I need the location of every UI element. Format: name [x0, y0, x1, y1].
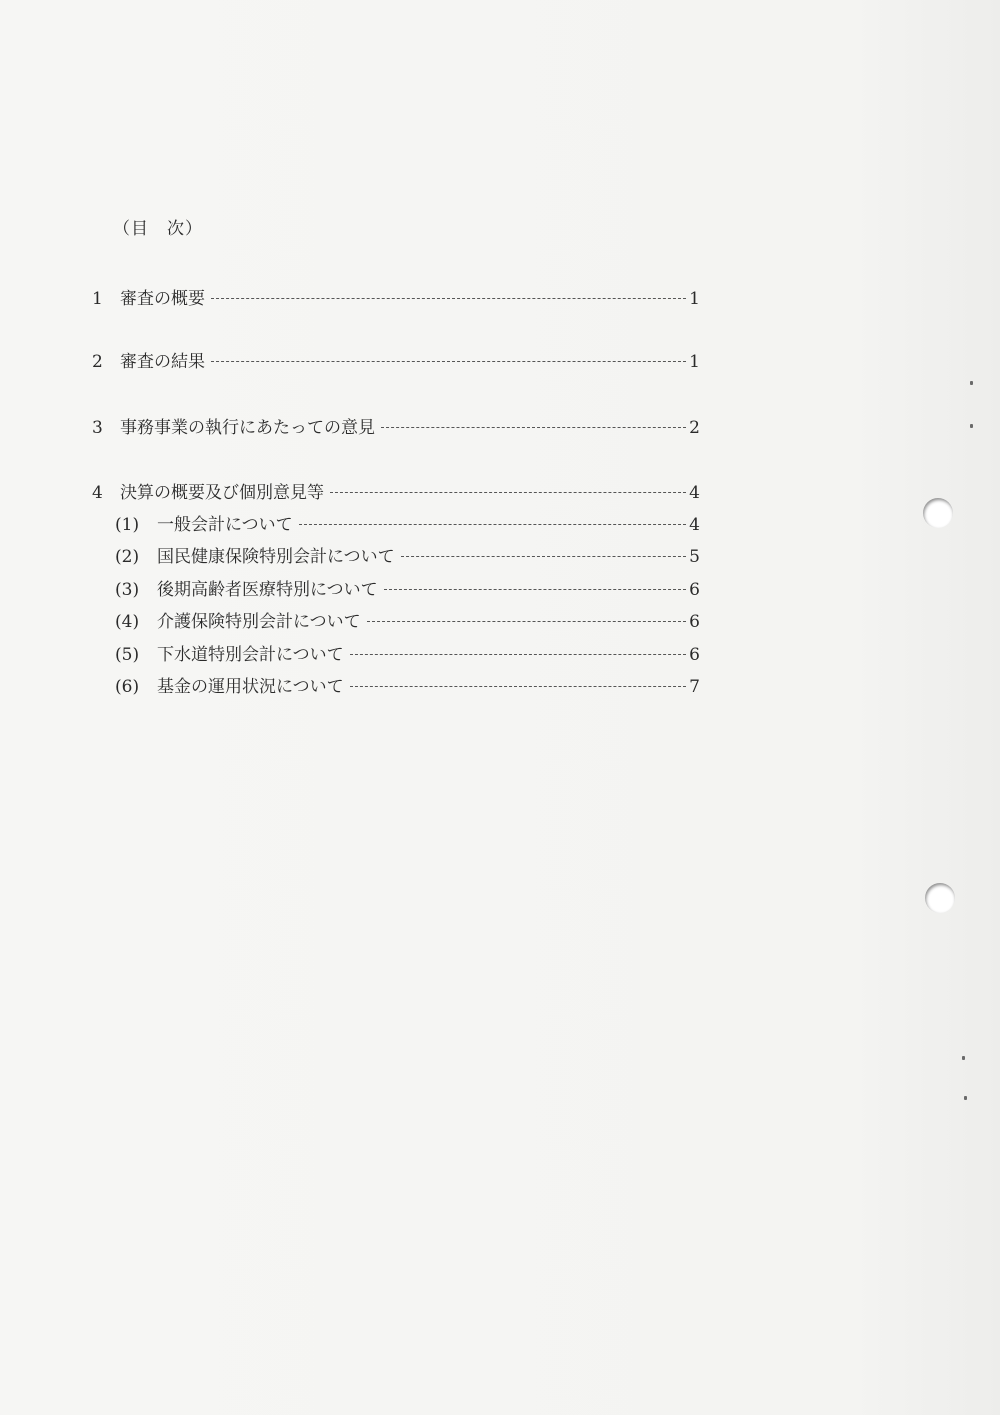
toc-subentry-label: 介護保険特別会計について: [157, 612, 361, 632]
toc-subentry-number: (6): [115, 677, 140, 697]
toc-entry-number: 4: [92, 483, 103, 503]
toc-subentry-number: (3): [115, 580, 140, 600]
scan-speck: [964, 1096, 967, 1100]
toc-subentry-page: 4: [689, 515, 700, 535]
leader-line: [330, 492, 686, 493]
leader-line: [350, 654, 686, 655]
toc-subentry-label: 後期高齢者医療特別について: [157, 580, 378, 600]
toc-entry-number: 3: [92, 418, 103, 438]
toc-subentry-page: 6: [689, 645, 700, 665]
toc-entry-number: 1: [92, 289, 103, 309]
toc-entry-4: [92, 478, 700, 504]
toc-entry-page: 1: [689, 289, 700, 309]
toc-subentry-4: [115, 607, 700, 633]
toc-subentry-number: (1): [115, 515, 140, 535]
toc-entry-label: 事務事業の執行にあたっての意見: [120, 418, 375, 438]
leader-line: [381, 427, 686, 428]
punch-hole-top: [923, 498, 953, 528]
scan-speck: [970, 381, 973, 385]
toc-entry-3: [92, 413, 700, 439]
toc-subentry-2: [115, 542, 700, 568]
toc-entry-label: 審査の結果: [120, 352, 205, 372]
toc-subentry-page: 7: [689, 677, 700, 697]
toc-entry-1: [92, 284, 700, 310]
leader-line: [384, 589, 686, 590]
toc-subentry-number: (5): [115, 645, 140, 665]
toc-subentry-label: 国民健康保険特別会計について: [157, 547, 395, 567]
toc-subentry-number: (4): [115, 612, 140, 632]
toc-subentry-page: 6: [689, 580, 700, 600]
toc-subentry-6: [115, 672, 700, 698]
scan-speck: [970, 424, 973, 428]
toc-entry-2: [92, 347, 700, 373]
toc-entry-number: 2: [92, 352, 103, 372]
leader-line: [367, 621, 686, 622]
toc-title: （目 次）: [113, 219, 203, 239]
toc-entry-page: 1: [689, 352, 700, 372]
toc-subentry-label: 基金の運用状況について: [157, 677, 344, 697]
toc-subentry-page: 6: [689, 612, 700, 632]
toc-entry-label: 決算の概要及び個別意見等: [120, 483, 324, 503]
scan-speck: [962, 1056, 965, 1060]
leader-line: [299, 524, 686, 525]
toc-entry-label: 審査の概要: [120, 289, 205, 309]
leader-line: [350, 686, 686, 687]
toc-subentry-5: [115, 640, 700, 666]
leader-line: [211, 298, 686, 299]
punch-hole-bottom: [925, 883, 955, 913]
leader-line: [401, 556, 686, 557]
toc-subentry-1: [115, 510, 700, 536]
toc-subentry-page: 5: [689, 547, 700, 567]
leader-line: [211, 361, 686, 362]
toc-subentry-number: (2): [115, 547, 140, 567]
toc-entry-page: 2: [689, 418, 700, 438]
toc-subentry-label: 下水道特別会計について: [157, 645, 344, 665]
toc-subentry-label: 一般会計について: [157, 515, 293, 535]
toc-subentry-3: [115, 575, 700, 601]
toc-entry-page: 4: [689, 483, 700, 503]
